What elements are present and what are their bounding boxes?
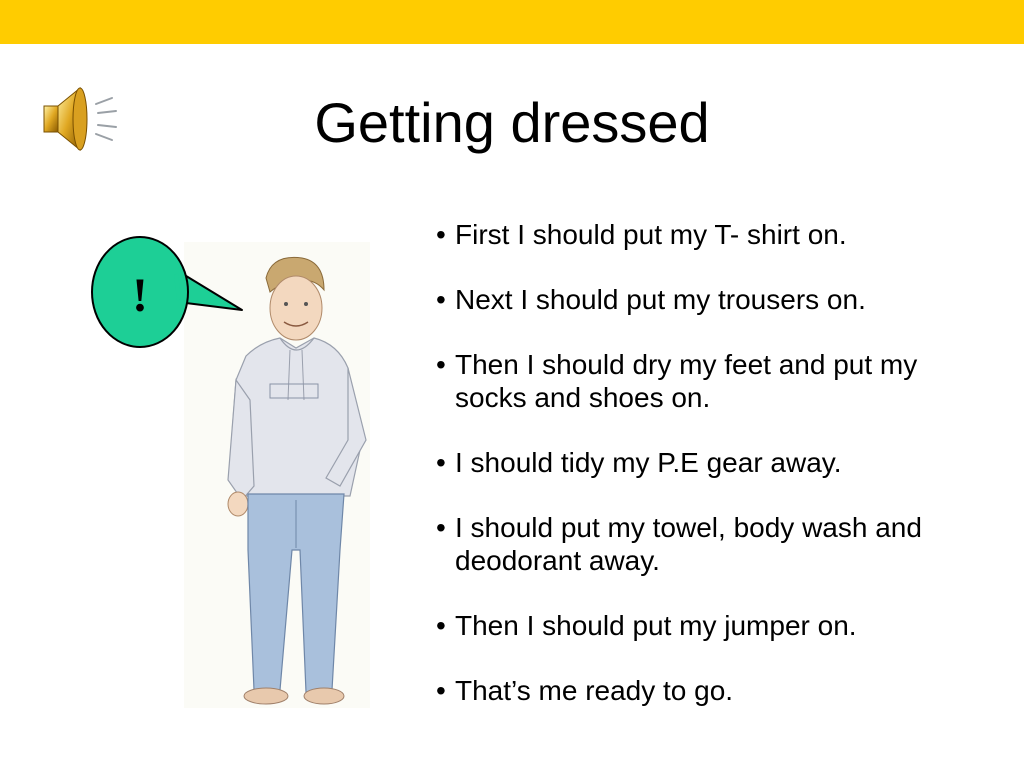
step-text: Next I should put my trousers on. (455, 284, 866, 315)
bullet-point: • (436, 447, 446, 478)
list-item (436, 218, 996, 251)
step-text: That’s me ready to go. (455, 675, 734, 706)
bullet-point: • (436, 284, 446, 315)
step-text: I should tidy my P.E gear away. (455, 447, 842, 478)
slide-title: Getting dressed (314, 91, 710, 154)
top-accent-bar (0, 0, 1024, 44)
bullet-point: • (436, 610, 446, 641)
illustration-area (80, 230, 380, 710)
steps-list (436, 218, 996, 739)
bullet-point: • (436, 675, 446, 706)
exclamation-mark: ! (132, 269, 148, 322)
boy-illustration-icon (220, 250, 380, 710)
list-item (436, 674, 996, 707)
list-item (436, 446, 996, 479)
step-text: Then I should dry my feet and put my socks and shoes on. (455, 349, 918, 413)
bullet-point: • (436, 349, 446, 380)
step-text: Then I should put my jumper on. (455, 610, 857, 641)
step-text: First I should put my T- shirt on. (455, 219, 847, 250)
step-text: I should put my towel, body wash and deodorant away. (455, 512, 922, 576)
bullet-point: • (436, 512, 446, 543)
list-item (436, 283, 996, 316)
bullet-point: • (436, 219, 446, 250)
list-item (436, 511, 996, 577)
list-item (436, 609, 996, 642)
list-item (436, 348, 996, 414)
